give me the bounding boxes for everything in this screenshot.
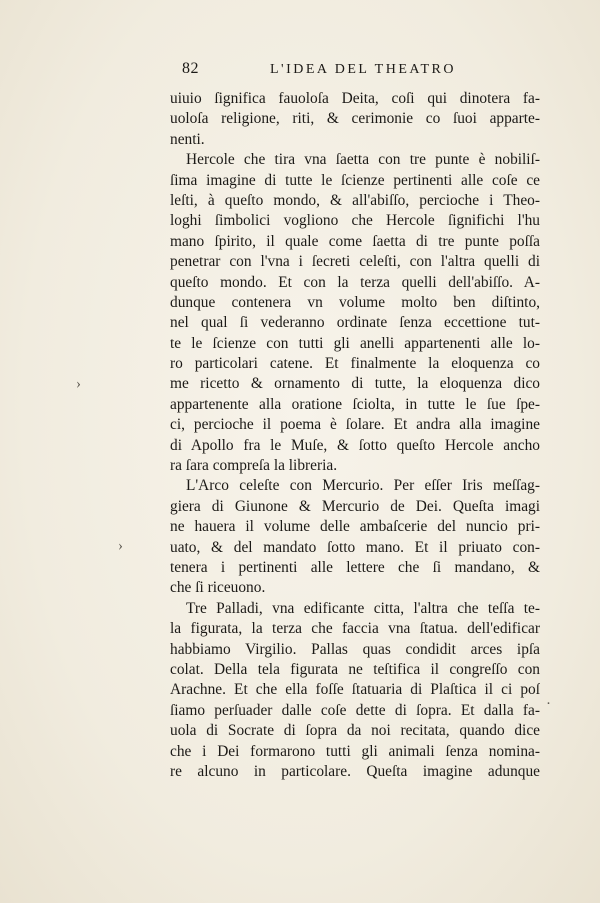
text-line: nenti. — [170, 130, 205, 148]
text-line: colat. Della tela figurata ne teſtifica il congreſſo con — [170, 660, 540, 678]
text-line: appartenente alla oratione ſciolta, in tutte le ſue ſpe- — [170, 395, 540, 413]
text-line: ſima imagine di tutte le ſcienze pertinenti alle coſe ce — [170, 171, 540, 189]
text-line: uoloſa religione, riti, & cerimonie co ſuoi apparte- — [170, 110, 540, 128]
text-line: ra ſara compreſa la libreria. — [170, 457, 338, 475]
text-line: me ricetto & ornamento di tutte, la eloquenza dico — [170, 375, 540, 393]
text-line: la figurata, la terza che faccia vna ſtatua. dell'edificar — [170, 620, 540, 638]
text-line: re alcuno in particolare. Queſta imagine adunque — [170, 762, 540, 780]
text-line: Hercole che tira vna ſaetta con tre punte è nobiliſ- — [186, 151, 540, 169]
margin-mark: › — [76, 376, 81, 392]
text-line: te le ſcienze con tutti gli anelli appartenenti alle lo- — [170, 334, 540, 352]
text-line: nel qual ſi vederanno ordinate ſenza eccettione tut- — [170, 314, 540, 332]
text-line: giera di Giunone & Mercurio de Dei. Queſta imagi — [170, 497, 540, 515]
running-title: L'IDEA DEL THEATRO — [270, 62, 456, 77]
text-line: penetrar con l'vna i ſecreti celeſti, con l'altra quelli di — [170, 253, 540, 271]
body-text — [170, 89, 540, 782]
text-line: che i Dei formarono tutti gli animali ſenza nomina- — [170, 742, 540, 760]
text-line: uato, & del mandato ſotto mano. Et il priuato con- — [170, 538, 540, 556]
text-line: ſiamo perſuader dalle coſe dette di ſopra. Et dalla fa- — [170, 701, 540, 719]
margin-mark: · — [546, 696, 551, 712]
text-line: uola di Socrate di ſopra da noi recitata, quando dice — [170, 722, 540, 740]
text-line: Arachne. Et che ella foſſe ſtatuaria di Plaſtica il ci poſ — [170, 681, 540, 699]
text-line: ne hauera il volume delle ambaſcerie del nuncio pri- — [170, 518, 540, 536]
text-line: loghi ſimbolici vogliono che Hercole ſignifichi l'hu — [170, 212, 540, 230]
text-line: che ſi riceuono. — [170, 579, 266, 597]
text-line: tenera i pertinenti alle lettere che ſi mandano, & — [170, 558, 540, 576]
text-line: Tre Palladi, vna edificante citta, l'altra che teſſa te- — [186, 599, 540, 617]
text-line: queſto mondo. Et con la terza quelli dell'abiſſo. A- — [170, 273, 540, 291]
text-line: di Apollo fra le Muſe, & ſotto queſto Hercole ancho — [170, 436, 540, 454]
text-line: ci, percioche il poema è ſolare. Et andra alla imagine — [170, 416, 540, 434]
text-line: L'Arco celeſte con Mercurio. Per eſſer Iris meſſag- — [186, 477, 540, 495]
page-header — [170, 60, 490, 86]
text-line: ro particolari catene. Et finalmente la eloquenza co — [170, 355, 540, 373]
page-number: 82 — [182, 60, 199, 77]
text-line: habbiamo Virgilio. Pallas quas condidit arces ipſa — [170, 640, 540, 658]
text-line: leſti, à queſto mondo, & all'abiſſo, percioche i Theo- — [170, 191, 540, 209]
text-line: uiuio ſignifica fauoloſa Deita, coſi qui dinotera fa- — [170, 90, 540, 107]
margin-mark: › — [118, 538, 123, 554]
text-line: mano ſpirito, il quale come ſaetta di tre punte poſſa — [170, 232, 540, 250]
text-line: dunque contenera vn volume molto ben diſtinto, — [170, 293, 540, 311]
